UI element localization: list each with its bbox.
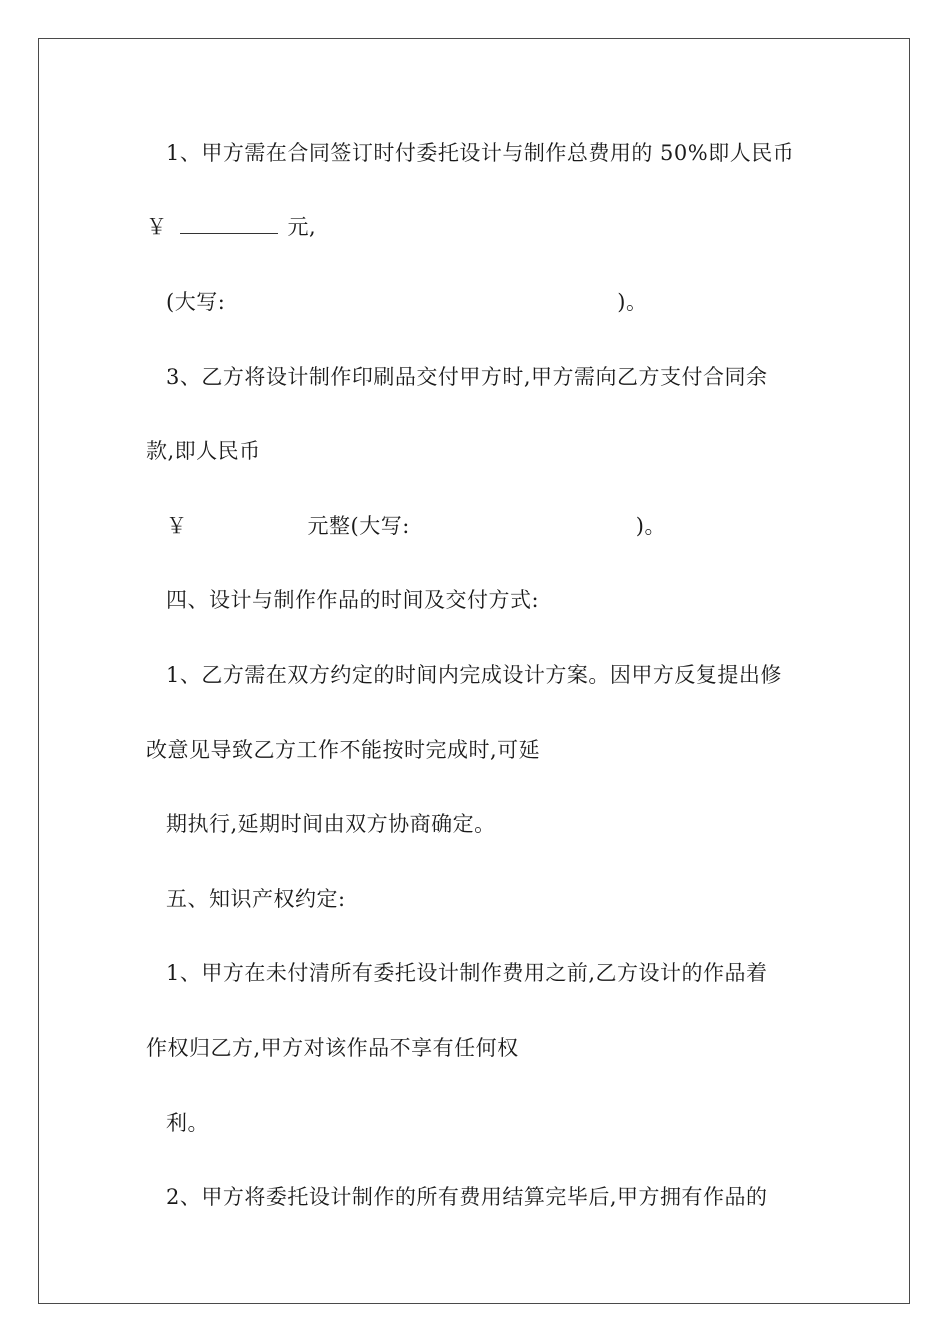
clause-3-balance bbox=[166, 362, 768, 392]
amount-line-2 bbox=[166, 511, 666, 541]
section-5-clause-1 bbox=[166, 958, 768, 988]
section-4-clause-1-continued bbox=[146, 735, 540, 765]
clause-1-text: 1、甲方需在合同签订时付委托设计与制作总费用的 50%即人民币 bbox=[166, 141, 795, 165]
currency-symbol: ￥ bbox=[146, 215, 168, 239]
clause-3-text: 3、乙方将设计制作印刷品交付甲方时,甲方需向乙方支付合同余 bbox=[166, 365, 768, 389]
section-5-clause-1-text: 1、甲方在未付清所有委托设计制作费用之前,乙方设计的作品着 bbox=[166, 961, 768, 985]
clause-3-continued bbox=[146, 436, 261, 466]
section-5-title: 五、知识产权约定: bbox=[166, 887, 346, 911]
clause-1-payment bbox=[166, 138, 794, 168]
section-5-clause-2 bbox=[166, 1182, 768, 1212]
amount-blank[interactable] bbox=[180, 213, 278, 234]
capital-label: (大写: bbox=[166, 290, 226, 314]
section-5-clause-1-continued-text: 作权归乙方,甲方对该作品不享有任何权 bbox=[146, 1036, 519, 1060]
capital-close: )。 bbox=[635, 514, 666, 538]
section-5-clause-1-end-text: 利。 bbox=[166, 1111, 209, 1135]
capital-close: )。 bbox=[617, 290, 648, 314]
section-5-clause-2-text: 2、甲方将委托设计制作的所有费用结算完毕后,甲方拥有作品的 bbox=[166, 1185, 768, 1209]
currency-symbol: ￥ bbox=[166, 514, 188, 538]
section-4-heading bbox=[166, 585, 539, 615]
section-4-clause-1 bbox=[166, 660, 782, 690]
amount-line-1 bbox=[146, 212, 316, 242]
section-4-title: 四、设计与制作作品的时间及交付方式: bbox=[166, 588, 540, 612]
section-5-clause-1-end bbox=[166, 1108, 209, 1138]
section-4-clause-1-end-text: 期执行,延期时间由双方协商确定。 bbox=[166, 812, 496, 836]
amount-unit: 元, bbox=[287, 215, 317, 239]
clause-3-continued-text: 款,即人民币 bbox=[146, 439, 261, 463]
section-4-clause-1-continued-text: 改意见导致乙方工作不能按时完成时,可延 bbox=[146, 738, 541, 762]
section-4-clause-1-end bbox=[166, 809, 496, 839]
capital-amount-line-1 bbox=[166, 287, 647, 317]
section-5-clause-1-continued bbox=[146, 1033, 519, 1063]
section-5-heading bbox=[166, 884, 346, 914]
section-4-clause-1-text: 1、乙方需在双方约定的时间内完成设计方案。因甲方反复提出修 bbox=[166, 663, 782, 687]
amount-capital-label: 元整(大写: bbox=[307, 514, 410, 538]
